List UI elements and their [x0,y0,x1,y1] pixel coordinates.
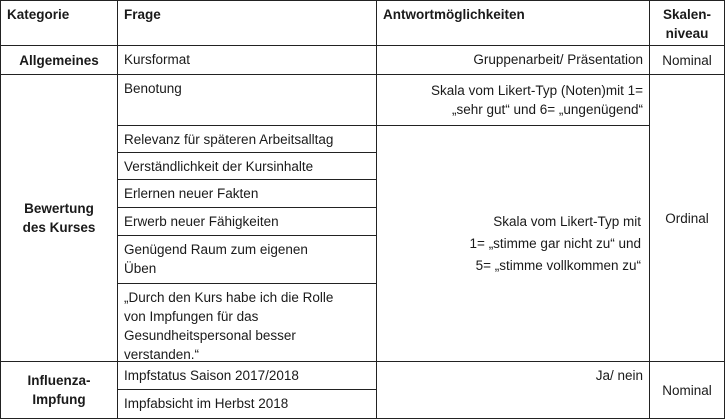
question-vaccination-role-line1: „Durch den Kurs habe ich die Rolle [124,290,334,305]
question-practice-space-line2: Üben [124,261,157,276]
header-scale-line1: Skalen- [662,7,712,22]
answer-likert-line1: Skala vom Likert-Typ mit [493,213,641,229]
answer-grading-line2: „sehr gut“ und 6= „ungenügend“ [451,102,643,117]
question-course-format: Kursformat [118,46,377,75]
question-vaccination-role-line4: verstanden.“ [124,347,200,362]
question-comprehensibility: Verständlichkeit der Kursinhalte [118,153,377,180]
category-influenza-line2: Impfung [32,392,86,407]
question-relevance: Relevanz für späteren Arbeitsalltag [118,126,377,153]
question-vaccination-role [118,284,377,362]
question-grading: Benotung [118,75,377,126]
question-vaccination-role-line3: Gesundheitspersonal besser [124,328,296,343]
answer-grading [377,75,650,126]
question-vaccination-status: Impfstatus Saison 2017/2018 [118,362,377,390]
question-new-skills: Erwerb neuer Fähigkeiten [118,208,377,236]
category-general: Allgemeines [1,46,118,75]
header-category: Kategorie [1,1,118,46]
header-question: Frage [118,1,377,46]
category-evaluation-line1: Bewertung [24,201,94,216]
question-practice-space [118,236,377,284]
answer-yes-no: Ja/ nein [377,362,650,418]
answer-likert-line2: 1= „stimme gar nicht zu“ und [469,235,641,251]
answer-course-format: Gruppenarbeit/ Präsentation [377,46,650,75]
category-course-evaluation [1,75,118,362]
question-new-facts: Erlernen neuer Fakten [118,180,377,208]
scale-influenza: Nominal [662,382,712,398]
header-answers: Antwortmöglichkeiten [377,1,650,46]
question-practice-space-line1: Genügend Raum zum eigenen [124,242,308,257]
category-influenza-line1: Influenza- [27,373,91,388]
question-vaccination-intent: Impfabsicht im Herbst 2018 [118,390,377,418]
scale-general: Nominal [650,46,724,75]
scale-evaluation: Ordinal [650,75,724,362]
answer-likert-line3: 5= „stimme vollkommen zu“ [475,257,641,273]
answer-likert-scale [377,126,650,362]
question-vaccination-role-line2: von Impfungen für das [124,309,259,324]
answer-grading-line1: Skala vom Likert-Typ (Noten)mit 1= [431,83,643,98]
category-influenza-vaccination [1,362,118,418]
category-evaluation-line2: des Kurses [22,220,96,235]
header-scale-line2: niveau [665,26,709,41]
header-scale-level [650,1,724,46]
